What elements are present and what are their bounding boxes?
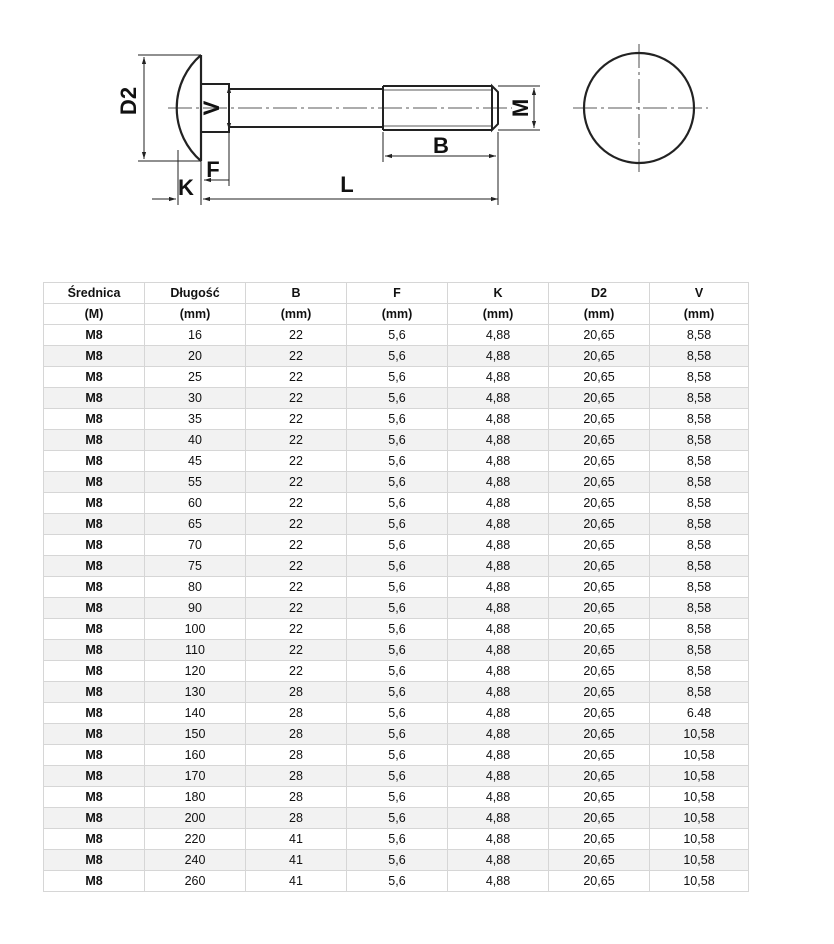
table-cell: 5,6 <box>347 850 448 871</box>
table-cell: 10,58 <box>650 829 749 850</box>
table-cell: 8,58 <box>650 535 749 556</box>
table-cell: 8,58 <box>650 409 749 430</box>
table-row <box>44 808 749 829</box>
table-cell: 90 <box>145 598 246 619</box>
table-row <box>44 682 749 703</box>
table-cell: M8 <box>44 766 145 787</box>
table-cell: M8 <box>44 829 145 850</box>
table-row <box>44 745 749 766</box>
table-cell: 10,58 <box>650 850 749 871</box>
table-cell: 8,58 <box>650 367 749 388</box>
table-cell: 4,88 <box>448 451 549 472</box>
table-row <box>44 514 749 535</box>
table-cell: 22 <box>246 556 347 577</box>
table-cell: 22 <box>246 661 347 682</box>
table-cell: 4,88 <box>448 388 549 409</box>
table-cell: 22 <box>246 514 347 535</box>
table-cell: 4,88 <box>448 325 549 346</box>
header-cell: D2 <box>549 283 650 304</box>
table-cell: 5,6 <box>347 535 448 556</box>
table-cell: 240 <box>145 850 246 871</box>
table-cell: 4,88 <box>448 598 549 619</box>
table-cell: 20,65 <box>549 535 650 556</box>
table-cell: 20,65 <box>549 388 650 409</box>
label-k: K <box>178 175 194 200</box>
table-cell: M8 <box>44 661 145 682</box>
label-d2: D2 <box>116 86 141 116</box>
table-cell: 22 <box>246 598 347 619</box>
table-cell: 16 <box>145 325 246 346</box>
table-cell: 5,6 <box>347 409 448 430</box>
table-cell: 20,65 <box>549 514 650 535</box>
unit-cell: (mm) <box>246 304 347 325</box>
table-cell: 4,88 <box>448 640 549 661</box>
table-cell: 41 <box>246 871 347 892</box>
table-cell: 20,65 <box>549 619 650 640</box>
table-cell: 75 <box>145 556 246 577</box>
table-cell: 10,58 <box>650 808 749 829</box>
table-cell: 20,65 <box>549 556 650 577</box>
table-cell: 8,58 <box>650 388 749 409</box>
table-cell: M8 <box>44 514 145 535</box>
table-cell: 5,6 <box>347 598 448 619</box>
table-cell: 140 <box>145 703 246 724</box>
table-cell: 8,58 <box>650 451 749 472</box>
table-cell: 4,88 <box>448 682 549 703</box>
unit-cell: (mm) <box>347 304 448 325</box>
table-cell: M8 <box>44 619 145 640</box>
table-cell: 4,88 <box>448 661 549 682</box>
table-cell: 8,58 <box>650 619 749 640</box>
table-cell: 5,6 <box>347 724 448 745</box>
table-row <box>44 388 749 409</box>
table-cell: 100 <box>145 619 246 640</box>
table-cell: 4,88 <box>448 829 549 850</box>
label-b: B <box>433 133 449 158</box>
table-cell: 4,88 <box>448 514 549 535</box>
header-cell: Średnica <box>44 283 145 304</box>
spec-table <box>43 282 749 892</box>
table-cell: 5,6 <box>347 745 448 766</box>
table-cell: 20,65 <box>549 472 650 493</box>
table-cell: 22 <box>246 535 347 556</box>
unit-cell: (mm) <box>145 304 246 325</box>
table-cell: 22 <box>246 367 347 388</box>
table-cell: 5,6 <box>347 829 448 850</box>
table-cell: 22 <box>246 577 347 598</box>
table-cell: M8 <box>44 808 145 829</box>
table-cell: 22 <box>246 493 347 514</box>
table-cell: M8 <box>44 409 145 430</box>
table-cell: 20,65 <box>549 766 650 787</box>
table-row <box>44 766 749 787</box>
table-cell: 200 <box>145 808 246 829</box>
table-body <box>44 325 749 892</box>
table-row <box>44 535 749 556</box>
table-cell: M8 <box>44 787 145 808</box>
table-cell: M8 <box>44 493 145 514</box>
table-cell: 8,58 <box>650 493 749 514</box>
table-row <box>44 346 749 367</box>
table-cell: 5,6 <box>347 514 448 535</box>
table-cell: M8 <box>44 640 145 661</box>
table-row <box>44 556 749 577</box>
table-cell: 8,58 <box>650 661 749 682</box>
table-row <box>44 577 749 598</box>
table-cell: 5,6 <box>347 871 448 892</box>
table-cell: M8 <box>44 325 145 346</box>
label-m: M <box>508 98 533 118</box>
table-cell: 170 <box>145 766 246 787</box>
table-cell: 4,88 <box>448 871 549 892</box>
table-cell: 60 <box>145 493 246 514</box>
table-row <box>44 325 749 346</box>
table-cell: 5,6 <box>347 472 448 493</box>
header-cell: F <box>347 283 448 304</box>
table-cell: 120 <box>145 661 246 682</box>
table-cell: 20,65 <box>549 577 650 598</box>
table-cell: 28 <box>246 682 347 703</box>
table-cell: 20 <box>145 346 246 367</box>
table-cell: 41 <box>246 850 347 871</box>
table-cell: M8 <box>44 682 145 703</box>
table-row <box>44 787 749 808</box>
table-cell: 260 <box>145 871 246 892</box>
header-cell: V <box>650 283 749 304</box>
table-cell: 5,6 <box>347 430 448 451</box>
table-cell: 20,65 <box>549 325 650 346</box>
header-cell: B <box>246 283 347 304</box>
label-f: F <box>206 157 220 182</box>
table-row <box>44 871 749 892</box>
table-cell: 20,65 <box>549 871 650 892</box>
table-cell: 5,6 <box>347 346 448 367</box>
table-cell: 20,65 <box>549 850 650 871</box>
table-cell: 20,65 <box>549 808 650 829</box>
table-cell: 20,65 <box>549 367 650 388</box>
bolt-end-view <box>573 44 708 172</box>
table-row <box>44 829 749 850</box>
table-cell: 20,65 <box>549 661 650 682</box>
table-row <box>44 703 749 724</box>
table-row <box>44 640 749 661</box>
label-v: V <box>199 100 224 116</box>
table-cell: 20,65 <box>549 682 650 703</box>
table-cell: 22 <box>246 346 347 367</box>
table-cell: 5,6 <box>347 388 448 409</box>
table-cell: M8 <box>44 346 145 367</box>
table-cell: 4,88 <box>448 766 549 787</box>
table-row <box>44 850 749 871</box>
table-cell: 20,65 <box>549 430 650 451</box>
table-cell: 4,88 <box>448 745 549 766</box>
table-cell: 30 <box>145 388 246 409</box>
table-cell: M8 <box>44 850 145 871</box>
table-cell: 80 <box>145 577 246 598</box>
table-cell: 5,6 <box>347 661 448 682</box>
table-cell: 10,58 <box>650 745 749 766</box>
table-cell: M8 <box>44 577 145 598</box>
table-cell: 160 <box>145 745 246 766</box>
table-row <box>44 598 749 619</box>
table-cell: 20,65 <box>549 787 650 808</box>
table-cell: 4,88 <box>448 808 549 829</box>
table-cell: M8 <box>44 556 145 577</box>
table-cell: 8,58 <box>650 430 749 451</box>
table-cell: M8 <box>44 598 145 619</box>
table-cell: 20,65 <box>549 493 650 514</box>
table-cell: 22 <box>246 388 347 409</box>
table-cell: 180 <box>145 787 246 808</box>
table-cell: 8,58 <box>650 472 749 493</box>
table-cell: 5,6 <box>347 367 448 388</box>
table-cell: M8 <box>44 703 145 724</box>
table-cell: 5,6 <box>347 682 448 703</box>
table-cell: 10,58 <box>650 787 749 808</box>
table-cell: 4,88 <box>448 724 549 745</box>
table-cell: 8,58 <box>650 640 749 661</box>
table-cell: 20,65 <box>549 451 650 472</box>
table-cell: 8,58 <box>650 556 749 577</box>
table-cell: 4,88 <box>448 577 549 598</box>
table-cell: 8,58 <box>650 346 749 367</box>
table-cell: 5,6 <box>347 703 448 724</box>
table-cell: 5,6 <box>347 640 448 661</box>
table-cell: 45 <box>145 451 246 472</box>
table-cell: 40 <box>145 430 246 451</box>
header-cell: K <box>448 283 549 304</box>
unit-cell: (mm) <box>549 304 650 325</box>
table-cell: 4,88 <box>448 787 549 808</box>
table-row <box>44 367 749 388</box>
table-cell: 4,88 <box>448 703 549 724</box>
table-row <box>44 430 749 451</box>
unit-cell: (mm) <box>448 304 549 325</box>
table-cell: M8 <box>44 430 145 451</box>
table-cell: 220 <box>145 829 246 850</box>
table-cell: 22 <box>246 640 347 661</box>
table-cell: 110 <box>145 640 246 661</box>
table-cell: M8 <box>44 472 145 493</box>
table-cell: 8,58 <box>650 325 749 346</box>
table-row <box>44 661 749 682</box>
table-cell: 55 <box>145 472 246 493</box>
table-cell: 4,88 <box>448 556 549 577</box>
table-cell: 28 <box>246 745 347 766</box>
table-cell: 4,88 <box>448 430 549 451</box>
table-cell: 5,6 <box>347 556 448 577</box>
table-cell: 8,58 <box>650 682 749 703</box>
table-cell: 10,58 <box>650 766 749 787</box>
unit-cell: (M) <box>44 304 145 325</box>
table-cell: 28 <box>246 766 347 787</box>
table-cell: 41 <box>246 829 347 850</box>
table-cell: 25 <box>145 367 246 388</box>
bolt-drawing <box>0 0 834 280</box>
table-cell: 8,58 <box>650 577 749 598</box>
table-cell: 5,6 <box>347 619 448 640</box>
table-cell: 28 <box>246 787 347 808</box>
table-cell: 5,6 <box>347 577 448 598</box>
table-cell: 22 <box>246 409 347 430</box>
table-cell: 28 <box>246 808 347 829</box>
table-cell: 20,65 <box>549 346 650 367</box>
table-cell: M8 <box>44 451 145 472</box>
table-cell: 4,88 <box>448 619 549 640</box>
table-cell: 22 <box>246 430 347 451</box>
table-cell: 20,65 <box>549 745 650 766</box>
table-cell: 5,6 <box>347 325 448 346</box>
table-cell: 130 <box>145 682 246 703</box>
table-cell: M8 <box>44 745 145 766</box>
table-cell: 22 <box>246 472 347 493</box>
table-cell: 8,58 <box>650 514 749 535</box>
table-cell: M8 <box>44 535 145 556</box>
table-cell: 8,58 <box>650 598 749 619</box>
table-cell: 5,6 <box>347 493 448 514</box>
table-cell: 4,88 <box>448 535 549 556</box>
table-cell: 20,65 <box>549 640 650 661</box>
table-cell: M8 <box>44 724 145 745</box>
table-cell: 22 <box>246 451 347 472</box>
table-cell: M8 <box>44 367 145 388</box>
table-cell: 35 <box>145 409 246 430</box>
table-row <box>44 409 749 430</box>
table-row <box>44 724 749 745</box>
unit-cell: (mm) <box>650 304 749 325</box>
table-cell: M8 <box>44 871 145 892</box>
table-cell: 65 <box>145 514 246 535</box>
table-cell: 4,88 <box>448 472 549 493</box>
table-cell: 4,88 <box>448 409 549 430</box>
table-cell: 150 <box>145 724 246 745</box>
table-cell: M8 <box>44 388 145 409</box>
table-cell: 70 <box>145 535 246 556</box>
table-cell: 28 <box>246 703 347 724</box>
table-cell: 10,58 <box>650 724 749 745</box>
table-cell: 5,6 <box>347 766 448 787</box>
table-cell: 28 <box>246 724 347 745</box>
table-cell: 5,6 <box>347 808 448 829</box>
table-cell: 4,88 <box>448 346 549 367</box>
table-cell: 22 <box>246 325 347 346</box>
table-row <box>44 451 749 472</box>
table-cell: 20,65 <box>549 409 650 430</box>
table-cell: 5,6 <box>347 787 448 808</box>
table-cell: 4,88 <box>448 850 549 871</box>
table-cell: 5,6 <box>347 451 448 472</box>
table-cell: 20,65 <box>549 703 650 724</box>
table-cell: 20,65 <box>549 724 650 745</box>
table-cell: 10,58 <box>650 871 749 892</box>
table-cell: 20,65 <box>549 598 650 619</box>
header-cell: Długość <box>145 283 246 304</box>
table-cell: 22 <box>246 619 347 640</box>
table-cell: 20,65 <box>549 829 650 850</box>
table-row <box>44 493 749 514</box>
table-header-row <box>44 283 749 304</box>
table-units-row <box>44 304 749 325</box>
table-row <box>44 472 749 493</box>
table-cell: 4,88 <box>448 367 549 388</box>
table-cell: 4,88 <box>448 493 549 514</box>
label-l: L <box>340 172 354 197</box>
table-cell: 6.48 <box>650 703 749 724</box>
table-row <box>44 619 749 640</box>
